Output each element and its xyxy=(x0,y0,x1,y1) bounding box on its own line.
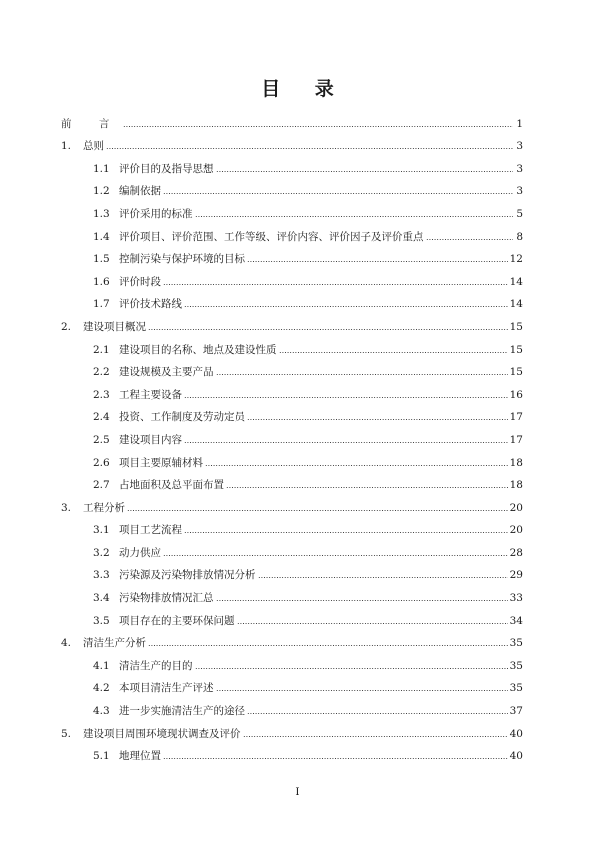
toc-entry-number: 3. xyxy=(61,501,72,514)
dot-leader xyxy=(123,125,513,128)
toc-entry-page: 5 xyxy=(516,207,523,220)
toc-entry[interactable] xyxy=(61,244,523,267)
toc-entry-number: 3.3 xyxy=(93,569,110,582)
dot-leader xyxy=(426,238,514,241)
dot-leader xyxy=(184,396,508,399)
toc-entry-label: 占地面积及总平面布置 xyxy=(119,479,224,492)
toc-entry-label: 项目主要原辅材料 xyxy=(119,456,203,469)
toc-entry-page: 40 xyxy=(509,750,523,763)
toc-entry-page: 34 xyxy=(509,614,523,627)
toc-entry-page: 15 xyxy=(509,366,523,379)
toc-entry-label: 工程主要设备 xyxy=(119,388,182,401)
toc-entry[interactable] xyxy=(61,650,523,673)
toc-entry-page: 35 xyxy=(509,637,523,650)
toc-entry[interactable] xyxy=(61,424,523,447)
dot-leader xyxy=(205,464,508,467)
dot-leader xyxy=(216,373,508,376)
toc-entry-label: 清洁生产的目的 xyxy=(119,659,193,672)
dot-leader xyxy=(163,554,508,557)
toc-entry-page: 20 xyxy=(509,524,523,537)
toc-entry-number: 2.5 xyxy=(93,433,110,446)
toc-entry-label: 工程分析 xyxy=(83,501,125,514)
dot-leader xyxy=(163,192,513,195)
dot-leader xyxy=(195,215,514,218)
toc-entry-label: 建设规模及主要产品 xyxy=(119,366,214,379)
toc-entry[interactable] xyxy=(61,334,523,357)
toc-entry-number: 1. xyxy=(61,140,72,153)
toc-entry-number: 1.1 xyxy=(93,162,110,175)
toc-entry[interactable] xyxy=(61,176,523,199)
toc-entry-page: 3 xyxy=(516,162,523,175)
toc-entry-label: 评价目的及指导思想 xyxy=(119,162,214,175)
dot-leader xyxy=(258,576,508,579)
dot-leader xyxy=(148,328,508,331)
toc-entry[interactable] xyxy=(61,582,523,605)
dot-leader xyxy=(184,441,508,444)
toc-entry[interactable] xyxy=(61,131,523,154)
dot-leader xyxy=(184,531,508,534)
toc-entry-label: 建设项目概况 xyxy=(83,320,146,333)
toc-entry[interactable] xyxy=(61,695,523,718)
toc-entry-number: 4.1 xyxy=(93,659,110,672)
toc-entry[interactable] xyxy=(61,357,523,380)
dot-leader xyxy=(226,486,508,489)
toc-entry-page: 40 xyxy=(509,727,523,740)
toc-entry-number: 3.4 xyxy=(93,592,110,605)
toc-entry[interactable] xyxy=(61,289,523,312)
dot-leader xyxy=(184,305,508,308)
toc-entry[interactable] xyxy=(61,470,523,493)
toc-entry-number: 3.2 xyxy=(93,546,110,559)
dot-leader xyxy=(237,622,508,625)
toc-entry-label: 评价技术路线 xyxy=(119,298,182,311)
toc-entry-page: 16 xyxy=(509,388,523,401)
toc-entry-page: 15 xyxy=(509,320,523,333)
toc-entry-label: 动力供应 xyxy=(119,546,161,559)
toc-entry-label: 污染源及污染物排放情况分析 xyxy=(119,569,256,582)
toc-entry-number: 4. xyxy=(61,637,72,650)
dot-leader xyxy=(163,757,508,760)
toc-entry-page: 14 xyxy=(509,298,523,311)
toc-entry[interactable] xyxy=(61,560,523,583)
toc-entry-label: 进一步实施清洁生产的途径 xyxy=(119,705,245,718)
toc-entry[interactable] xyxy=(61,402,523,425)
toc-entry-number: 1.7 xyxy=(93,298,110,311)
toc-entry-label: 建设项目内容 xyxy=(119,433,182,446)
toc-entry[interactable] xyxy=(61,266,523,289)
toc-entry-number: 5. xyxy=(61,727,72,740)
toc-entry[interactable] xyxy=(61,605,523,628)
toc-entry-label: 评价时段 xyxy=(119,275,161,288)
toc-entry[interactable] xyxy=(61,108,523,131)
toc-entry[interactable] xyxy=(61,153,523,176)
dot-leader xyxy=(148,644,508,647)
toc-entry-page: 18 xyxy=(509,479,523,492)
toc-entry-page: 1 xyxy=(516,117,523,130)
toc-entry-page: 33 xyxy=(509,592,523,605)
toc-entry-label: 污染物排放情况汇总 xyxy=(119,592,214,605)
toc-entry-page: 3 xyxy=(516,140,523,153)
toc-entry-number: 5.1 xyxy=(93,750,110,763)
dot-leader xyxy=(247,712,508,715)
toc-entry-label: 项目工艺流程 xyxy=(119,524,182,537)
toc-entry-page: 3 xyxy=(516,185,523,198)
toc-entry-label: 投资、工作制度及劳动定员 xyxy=(119,411,245,424)
toc-entry-number: 1.6 xyxy=(93,275,110,288)
toc-entry[interactable] xyxy=(61,628,523,651)
toc-entry-page: 37 xyxy=(509,705,523,718)
toc-entry-page: 17 xyxy=(509,433,523,446)
dot-leader xyxy=(163,283,508,286)
toc-entry-label: 建设项目的名称、地点及建设性质 xyxy=(119,343,277,356)
toc-entry[interactable] xyxy=(61,379,523,402)
toc-entry-page: 12 xyxy=(509,253,523,266)
toc-entry-number: 1.3 xyxy=(93,207,110,220)
toc-entry-label: 评价项目、评价范围、工作等级、评价内容、评价因子及评价重点 xyxy=(119,230,424,243)
dot-leader xyxy=(195,667,508,670)
toc-entry-number: 3.5 xyxy=(93,614,110,627)
toc-entry-number: 2.2 xyxy=(93,366,110,379)
toc-entry[interactable] xyxy=(61,221,523,244)
toc-entry[interactable] xyxy=(61,537,523,560)
toc-entry[interactable] xyxy=(61,741,523,764)
toc-entry-page: 35 xyxy=(509,659,523,672)
page-number: I xyxy=(295,786,300,798)
toc-entry-page: 8 xyxy=(516,230,523,243)
toc-entry[interactable] xyxy=(61,311,523,334)
dot-leader xyxy=(216,170,514,173)
toc-entry-page: 35 xyxy=(509,682,523,695)
toc-entry-number: 2.7 xyxy=(93,479,110,492)
toc-entry-number: 2.3 xyxy=(93,388,110,401)
toc-entry-label: 编制依据 xyxy=(119,185,161,198)
toc-entry-page: 20 xyxy=(509,501,523,514)
toc-entry-label: 总则 xyxy=(83,140,104,153)
toc-entry[interactable] xyxy=(61,515,523,538)
toc-entry-number: 2. xyxy=(61,320,72,333)
toc-entry-number: 2.6 xyxy=(93,456,110,469)
dot-leader xyxy=(243,735,508,738)
table-of-contents xyxy=(61,108,523,763)
toc-entry-label: 本项目清洁生产评述 xyxy=(119,682,214,695)
toc-entry-page: 17 xyxy=(509,411,523,424)
toc-entry-label: 评价采用的标准 xyxy=(119,207,193,220)
toc-entry-number: 2.4 xyxy=(93,411,110,424)
toc-entry-number: 1.2 xyxy=(93,185,110,198)
toc-entry-number: 1.5 xyxy=(93,253,110,266)
toc-entry-label: 控制污染与保护环境的目标 xyxy=(119,253,245,266)
toc-entry[interactable] xyxy=(61,492,523,515)
toc-entry-number: 1.4 xyxy=(93,230,110,243)
dot-leader xyxy=(216,599,508,602)
toc-entry-label: 地理位置 xyxy=(119,750,161,763)
toc-entry-page: 18 xyxy=(509,456,523,469)
toc-entry-number: 2.1 xyxy=(93,343,110,356)
toc-entry-page: 15 xyxy=(509,343,523,356)
toc-entry-page: 28 xyxy=(509,546,523,559)
dot-leader xyxy=(247,418,508,421)
toc-entry-label: 前 言 xyxy=(61,117,122,130)
toc-entry-number: 4.2 xyxy=(93,682,110,695)
toc-entry-label: 建设项目周围环境现状调查及评价 xyxy=(83,727,241,740)
dot-leader xyxy=(247,260,508,263)
toc-entry[interactable] xyxy=(61,447,523,470)
toc-entry[interactable] xyxy=(61,198,523,221)
toc-entry[interactable] xyxy=(61,673,523,696)
page-title: 目 录 xyxy=(261,78,348,100)
toc-entry-number: 3.1 xyxy=(93,524,110,537)
dot-leader xyxy=(216,689,508,692)
toc-entry-label: 项目存在的主要环保问题 xyxy=(119,614,235,627)
toc-entry-page: 29 xyxy=(509,569,523,582)
toc-entry-label: 清洁生产分析 xyxy=(83,637,146,650)
toc-entry-number: 4.3 xyxy=(93,705,110,718)
toc-entry[interactable] xyxy=(61,718,523,741)
dot-leader xyxy=(279,351,508,354)
dot-leader xyxy=(127,509,508,512)
toc-entry-page: 14 xyxy=(509,275,523,288)
dot-leader xyxy=(106,147,513,150)
